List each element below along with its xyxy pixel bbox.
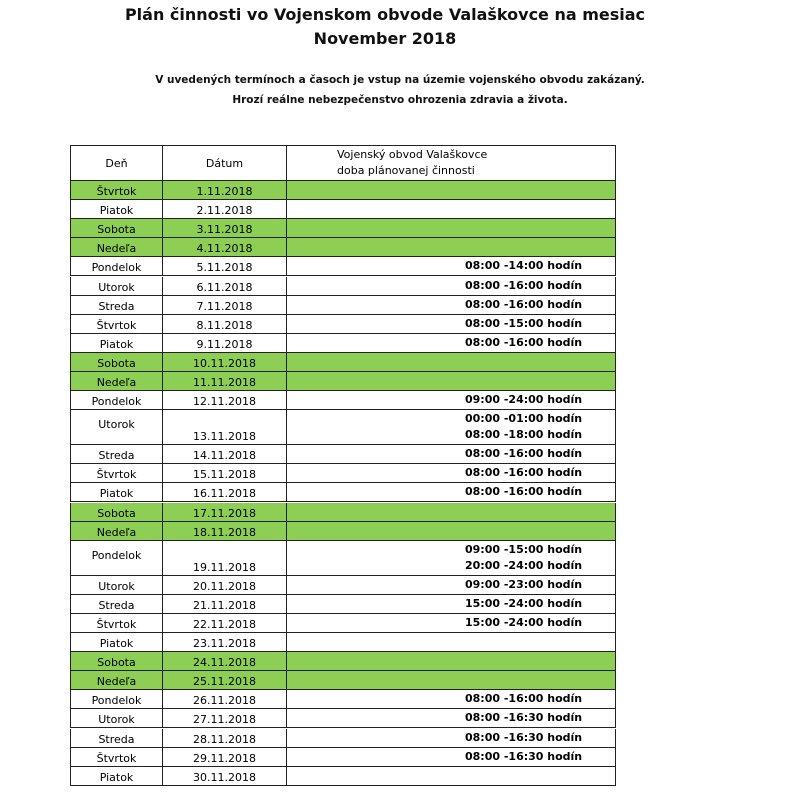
date-value: 26.11.2018 [193, 694, 256, 708]
header-plan-cell [287, 146, 615, 180]
plan-cell [287, 353, 615, 371]
table-row [70, 238, 616, 257]
day-cell [71, 464, 163, 482]
table-row [70, 464, 616, 483]
header-day: Deň [105, 157, 128, 170]
day-name: Streda [98, 732, 135, 746]
date-value: 1.11.2018 [196, 185, 253, 199]
date-cell [163, 219, 287, 237]
day-cell [71, 181, 163, 199]
date-value: 22.11.2018 [193, 617, 256, 631]
day-cell [71, 277, 163, 295]
plan-cell [287, 729, 615, 747]
table-row [70, 614, 616, 633]
date-cell [163, 503, 287, 521]
date-cell [163, 729, 287, 747]
plan-cell [287, 576, 615, 594]
date-value: 12.11.2018 [193, 395, 256, 409]
table-row [70, 709, 616, 728]
plan-cell [287, 391, 615, 409]
date-value: 6.11.2018 [196, 280, 253, 294]
plan-time: 08:00 -16:30 hodín [465, 711, 583, 725]
day-cell [71, 729, 163, 747]
date-cell [163, 748, 287, 766]
plan-time: 08:00 -16:30 hodín [465, 749, 583, 763]
date-value: 14.11.2018 [193, 449, 256, 463]
day-cell [71, 372, 163, 390]
date-cell [163, 277, 287, 295]
table-row [70, 315, 616, 334]
date-value: 18.11.2018 [193, 525, 256, 539]
date-cell [163, 372, 287, 390]
plan-time: 08:00 -16:30 hodín [465, 730, 583, 744]
plan-cell [287, 483, 615, 501]
day-name: Pondelok [91, 694, 142, 708]
table-row [70, 729, 616, 748]
plan-cell [287, 219, 615, 237]
date-cell [163, 238, 287, 256]
day-cell [71, 200, 163, 218]
date-value: 9.11.2018 [196, 337, 253, 351]
date-value: 7.11.2018 [196, 299, 253, 313]
date-cell [163, 200, 287, 218]
day-name: Utorok [98, 280, 135, 294]
day-name: Sobota [97, 223, 136, 237]
plan-cell [287, 541, 615, 575]
plan-cell [287, 748, 615, 766]
warning-line-2: Hrozí reálne nebezpečenstvo ohrozenia zdravia a života. [232, 94, 568, 106]
date-cell [163, 633, 287, 651]
plan-cell [287, 464, 615, 482]
table-row [70, 633, 616, 652]
day-name: Piatok [99, 204, 134, 218]
day-cell [71, 410, 163, 444]
date-cell [163, 614, 287, 632]
date-cell [163, 334, 287, 352]
table-row [70, 334, 616, 353]
plan-time: 20:00 -24:00 hodín [465, 558, 583, 572]
day-cell [71, 576, 163, 594]
plan-cell [287, 633, 615, 651]
date-value: 29.11.2018 [193, 751, 256, 765]
table-row [70, 391, 616, 410]
day-name: Utorok [98, 713, 135, 727]
plan-time: 00:00 -01:00 hodín [465, 412, 583, 426]
plan-cell [287, 238, 615, 256]
date-value: 13.11.2018 [193, 430, 256, 444]
date-cell [163, 315, 287, 333]
day-cell [71, 483, 163, 501]
header-day-cell [71, 146, 163, 180]
plan-time: 15:00 -24:00 hodín [465, 615, 583, 629]
day-cell [71, 767, 163, 785]
table-row [70, 181, 616, 200]
date-cell [163, 410, 287, 444]
date-value: 8.11.2018 [196, 318, 253, 332]
plan-cell [287, 315, 615, 333]
plan-time: 09:00 -24:00 hodín [465, 393, 583, 407]
day-name: Pondelok [91, 261, 142, 275]
day-cell [71, 690, 163, 708]
plan-time: 09:00 -23:00 hodín [465, 577, 583, 591]
day-name: Nedeľa [96, 525, 137, 539]
plan-cell [287, 257, 615, 275]
table-row [70, 296, 616, 315]
header-date: Dátum [205, 157, 244, 170]
table-row [70, 595, 616, 614]
plan-cell [287, 595, 615, 613]
date-cell [163, 391, 287, 409]
date-value: 25.11.2018 [193, 675, 256, 689]
date-cell [163, 709, 287, 727]
plan-time: 08:00 -16:00 hodín [465, 278, 583, 292]
date-cell [163, 522, 287, 540]
day-name: Streda [98, 449, 135, 463]
plan-cell [287, 200, 615, 218]
day-cell [71, 522, 163, 540]
plan-cell [287, 181, 615, 199]
date-value: 2.11.2018 [196, 204, 253, 218]
plan-cell [287, 503, 615, 521]
table-row [70, 541, 616, 576]
date-cell [163, 767, 287, 785]
plan-time: 08:00 -16:00 hodín [465, 485, 583, 499]
plan-time: 08:00 -16:00 hodín [465, 447, 583, 461]
date-cell [163, 181, 287, 199]
day-name: Štvrtok [96, 318, 137, 332]
day-name: Štvrtok [96, 468, 137, 482]
date-value: 23.11.2018 [193, 637, 256, 651]
table-row [70, 522, 616, 541]
date-cell [163, 445, 287, 463]
plan-cell [287, 614, 615, 632]
plan-cell [287, 334, 615, 352]
day-cell [71, 219, 163, 237]
day-cell [71, 633, 163, 651]
day-name: Piatok [99, 637, 134, 651]
date-value: 24.11.2018 [193, 656, 256, 670]
table-row [70, 503, 616, 522]
day-name: Sobota [97, 506, 136, 520]
table-row [70, 277, 616, 296]
date-value: 11.11.2018 [193, 376, 256, 390]
day-cell [71, 238, 163, 256]
plan-cell [287, 652, 615, 670]
header-plan-line-2: doba plánovanej činnosti [337, 164, 475, 177]
day-name: Pondelok [91, 548, 142, 562]
day-name: Nedeľa [96, 242, 137, 256]
table-row [70, 671, 616, 690]
table-row [70, 576, 616, 595]
date-value: 17.11.2018 [193, 506, 256, 520]
plan-cell [287, 709, 615, 727]
date-value: 28.11.2018 [193, 732, 256, 746]
day-cell [71, 257, 163, 275]
date-cell [163, 576, 287, 594]
date-value: 19.11.2018 [193, 560, 256, 574]
day-cell [71, 391, 163, 409]
document-title: Plán činnosti vo Vojenskom obvode Valaškovce na mesiac [124, 5, 646, 24]
day-name: Streda [98, 598, 135, 612]
plan-time: 08:00 -14:00 hodín [465, 259, 583, 273]
plan-cell [287, 690, 615, 708]
plan-cell [287, 522, 615, 540]
table-row [70, 200, 616, 219]
date-value: 10.11.2018 [193, 356, 256, 370]
table-row [70, 767, 616, 786]
warning-line-1: V uvedených termínoch a časoch je vstup na územie vojenského obvodu zakázaný. [155, 74, 645, 86]
plan-time: 08:00 -18:00 hodín [465, 428, 583, 442]
table-row [70, 219, 616, 238]
day-name: Piatok [99, 337, 134, 351]
day-name: Nedeľa [96, 376, 137, 390]
day-cell [71, 541, 163, 575]
date-cell [163, 464, 287, 482]
day-cell [71, 595, 163, 613]
header-plan-line-1: Vojenský obvod Valaškovce [337, 148, 488, 161]
day-cell [71, 296, 163, 314]
day-cell [71, 503, 163, 521]
date-cell [163, 690, 287, 708]
plan-cell [287, 767, 615, 785]
day-cell [71, 709, 163, 727]
day-name: Sobota [97, 356, 136, 370]
date-value: 16.11.2018 [193, 487, 256, 501]
table-row [70, 257, 616, 276]
day-name: Sobota [97, 656, 136, 670]
date-cell [163, 483, 287, 501]
day-name: Utorok [98, 579, 135, 593]
date-value: 21.11.2018 [193, 598, 256, 612]
date-value: 15.11.2018 [193, 468, 256, 482]
plan-time: 08:00 -16:00 hodín [465, 692, 583, 706]
table-row [70, 690, 616, 709]
plan-cell [287, 445, 615, 463]
day-name: Piatok [99, 770, 134, 784]
date-cell [163, 541, 287, 575]
day-name: Streda [98, 299, 135, 313]
plan-cell [287, 277, 615, 295]
plan-time: 08:00 -16:00 hodín [465, 335, 583, 349]
date-cell [163, 595, 287, 613]
plan-time: 08:00 -15:00 hodín [465, 316, 583, 330]
date-cell [163, 257, 287, 275]
day-name: Utorok [98, 418, 135, 432]
date-value: 4.11.2018 [196, 242, 253, 256]
plan-time: 08:00 -16:00 hodín [465, 297, 583, 311]
date-value: 3.11.2018 [196, 223, 253, 237]
date-value: 27.11.2018 [193, 713, 256, 727]
day-cell [71, 445, 163, 463]
plan-time: 09:00 -15:00 hodín [465, 542, 583, 556]
table-row [70, 445, 616, 464]
table-row [70, 483, 616, 502]
day-cell [71, 652, 163, 670]
day-cell [71, 353, 163, 371]
date-cell [163, 353, 287, 371]
table-row [70, 353, 616, 372]
day-name: Nedeľa [96, 675, 137, 689]
date-cell [163, 296, 287, 314]
table-row [70, 410, 616, 445]
day-name: Piatok [99, 487, 134, 501]
date-cell [163, 671, 287, 689]
document-subtitle-month: November 2018 [313, 29, 457, 48]
plan-cell [287, 296, 615, 314]
plan-time: 15:00 -24:00 hodín [465, 596, 583, 610]
day-cell [71, 614, 163, 632]
plan-cell [287, 671, 615, 689]
day-name: Pondelok [91, 395, 142, 409]
plan-cell [287, 410, 615, 444]
date-value: 30.11.2018 [193, 770, 256, 784]
table-row [70, 748, 616, 767]
day-name: Štvrtok [96, 751, 137, 765]
day-cell [71, 748, 163, 766]
day-cell [71, 334, 163, 352]
header-date-cell [163, 146, 287, 180]
day-cell [71, 315, 163, 333]
table-row [70, 372, 616, 391]
plan-time: 08:00 -16:00 hodín [465, 466, 583, 480]
plan-cell [287, 372, 615, 390]
day-name: Štvrtok [96, 185, 137, 199]
day-name: Štvrtok [96, 617, 137, 631]
table-header-row [70, 145, 616, 181]
date-value: 5.11.2018 [196, 261, 253, 275]
date-value: 20.11.2018 [193, 579, 256, 593]
day-cell [71, 671, 163, 689]
date-cell [163, 652, 287, 670]
table-row [70, 652, 616, 671]
